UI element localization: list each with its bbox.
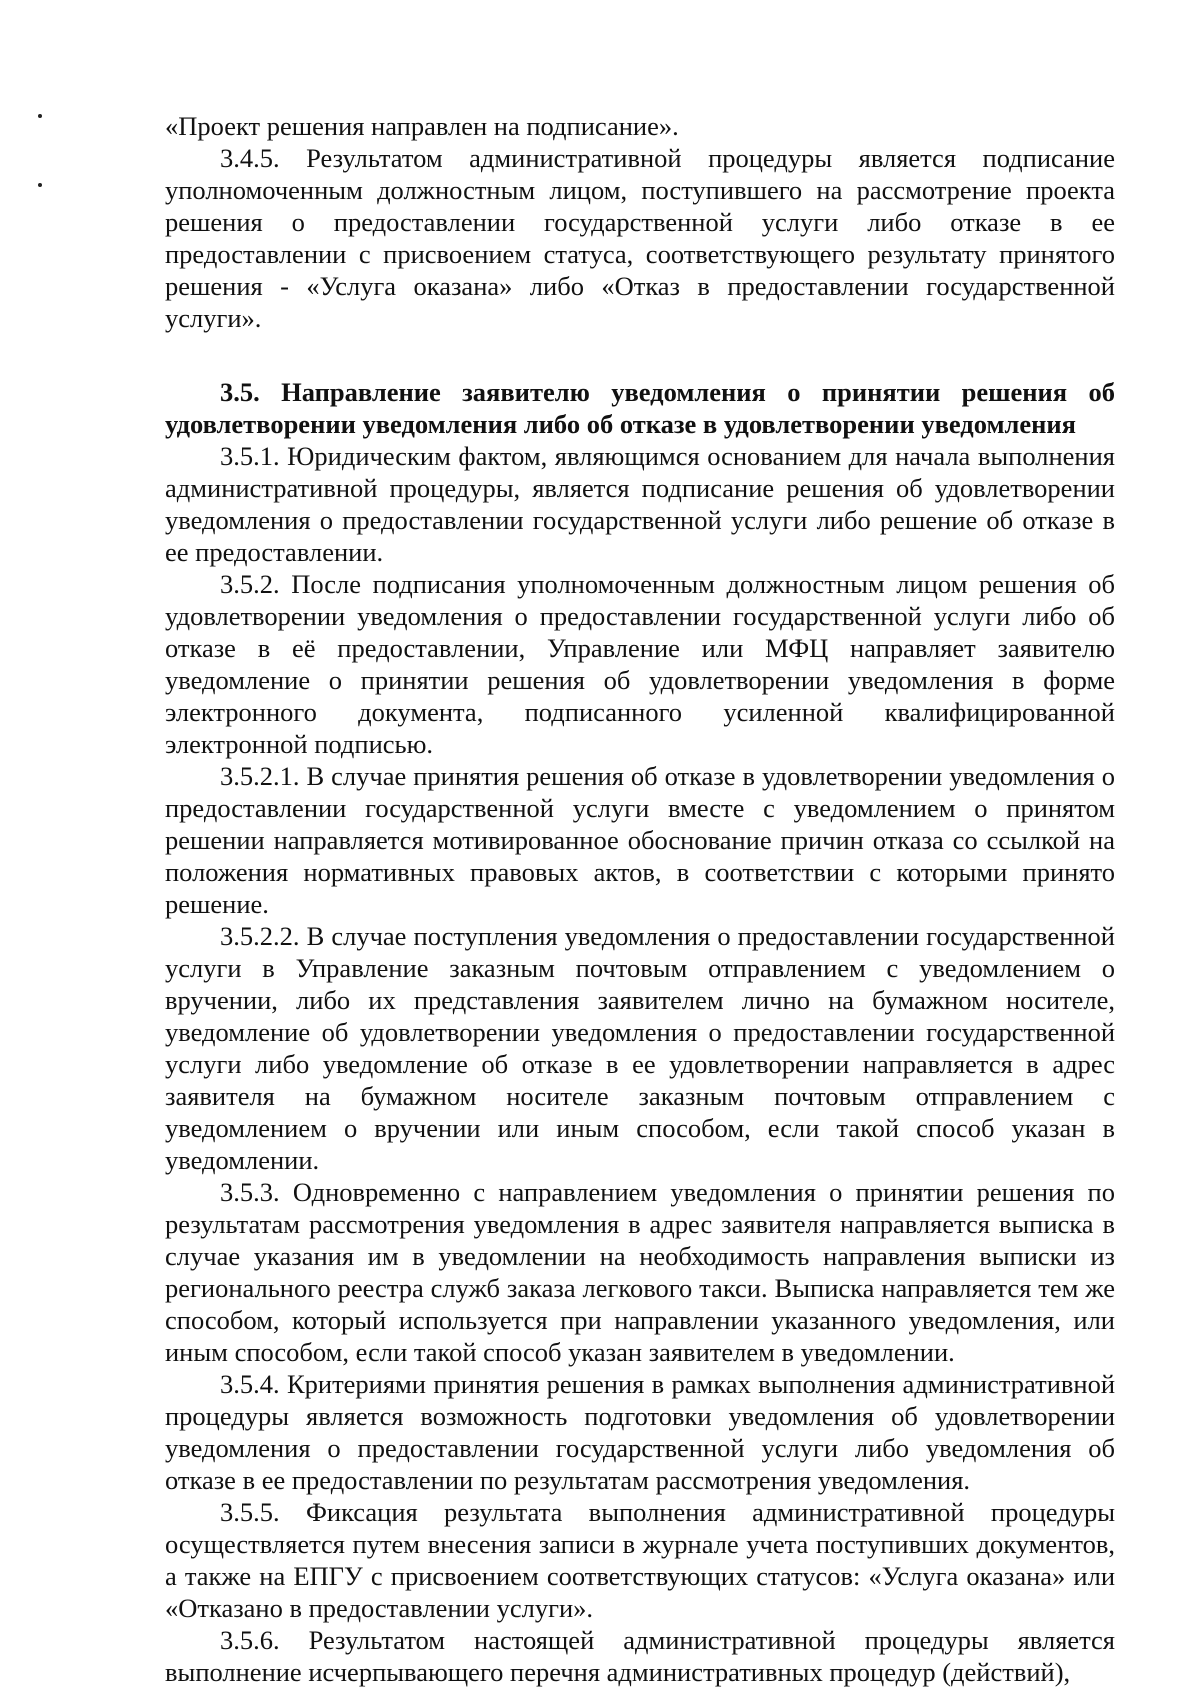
paragraph-3-5-6: 3.5.6. Результатом настоящей административной процедуры является выполнение исчерпывающего перечня административных процедур (действий), — [165, 1625, 1115, 1687]
paragraph-3-5-5: 3.5.5. Фиксация результата выполнения административной процедуры осуществляется путем внесения записи в журнале учета поступивших документов, а также на ЕПГУ с присвоением соответствующих статусов: «Услуга оказана» или «Отказано в предоставлении услуги». — [165, 1497, 1115, 1623]
paragraph-3-5-1: 3.5.1. Юридическим фактом, являющимся основанием для начала выполнения административной процедуры, является подписание решения об удовлетворении уведомления о предоставлении государственной услуги либо решение об отказе в ее предоставлении. — [165, 441, 1115, 567]
scan-dot-mark — [38, 114, 42, 118]
paragraph-3-4-5: 3.4.5. Результатом административной процедуры является подписание уполномоченным должностным лицом, поступившего на рассмотрение проекта решения о предоставлении государственной услуги либо отказе в ее предоставлении с присвоением статуса, соответствующего результату принятого решения - «Услуга оказана» либо «Отказ в предоставлении государственной услуги». — [165, 143, 1115, 333]
document-body — [165, 110, 1115, 1688]
paragraph-3-5-2-1: 3.5.2.1. В случае принятия решения об отказе в удовлетворении уведомления о предоставлении государственной услуги вместе с уведомлением о принятом решении направляется мотивированное обоснование причин отказа со ссылкой на положения нормативных правовых актов, в соответствии с которыми принято решение. — [165, 761, 1115, 919]
section-heading-3-5: 3.5. Направление заявителю уведомления о принятии решения об удовлетворении уведомления либо об отказе в удовлетворении уведомления — [165, 377, 1115, 439]
paragraph-3-5-3: 3.5.3. Одновременно с направлением уведомления о принятии решения по результатам рассмотрения уведомления в адрес заявителя направляется выписка в случае указания им в уведомлении на необходимость направления выписки из регионального реестра служб заказа легкового такси. Выписка направляется тем же способом, который используется при направлении указанного уведомления, или иным способом, если такой способ указан заявителем в уведомлении. — [165, 1177, 1115, 1367]
paragraph-intro: «Проект решения направлен на подписание». — [165, 111, 679, 141]
paragraph-3-5-2-2: 3.5.2.2. В случае поступления уведомления о предоставлении государственной услуги в Управление заказным почтовым отправлением с уведомлением о вручении, либо их представления заявителем лично на бумажном носителе, уведомление об удовлетворении уведомления о предоставлении государственной услуги либо уведомление об отказе в ее удовлетворении направляется в адрес заявителя на бумажном носителе заказным почтовым отправлением с уведомлением о вручении или иным способом, если такой способ указан в уведомлении. — [165, 921, 1115, 1175]
scan-dot-mark — [38, 183, 42, 187]
paragraph-3-5-2: 3.5.2. После подписания уполномоченным должностным лицом решения об удовлетворении уведомления о предоставлении государственной услуги либо об отказе в её предоставлении, Управление или МФЦ направляет заявителю уведомление о принятии решения об удовлетворении уведомления в форме электронного документа, подписанного усиленной квалифицированной электронной подписью. — [165, 569, 1115, 759]
paragraph-3-5-4: 3.5.4. Критериями принятия решения в рамках выполнения административной процедуры является возможность подготовки уведомления об удовлетворении уведомления о предоставлении государственной услуги либо уведомления об отказе в ее предоставлении по результатам рассмотрения уведомления. — [165, 1369, 1115, 1495]
